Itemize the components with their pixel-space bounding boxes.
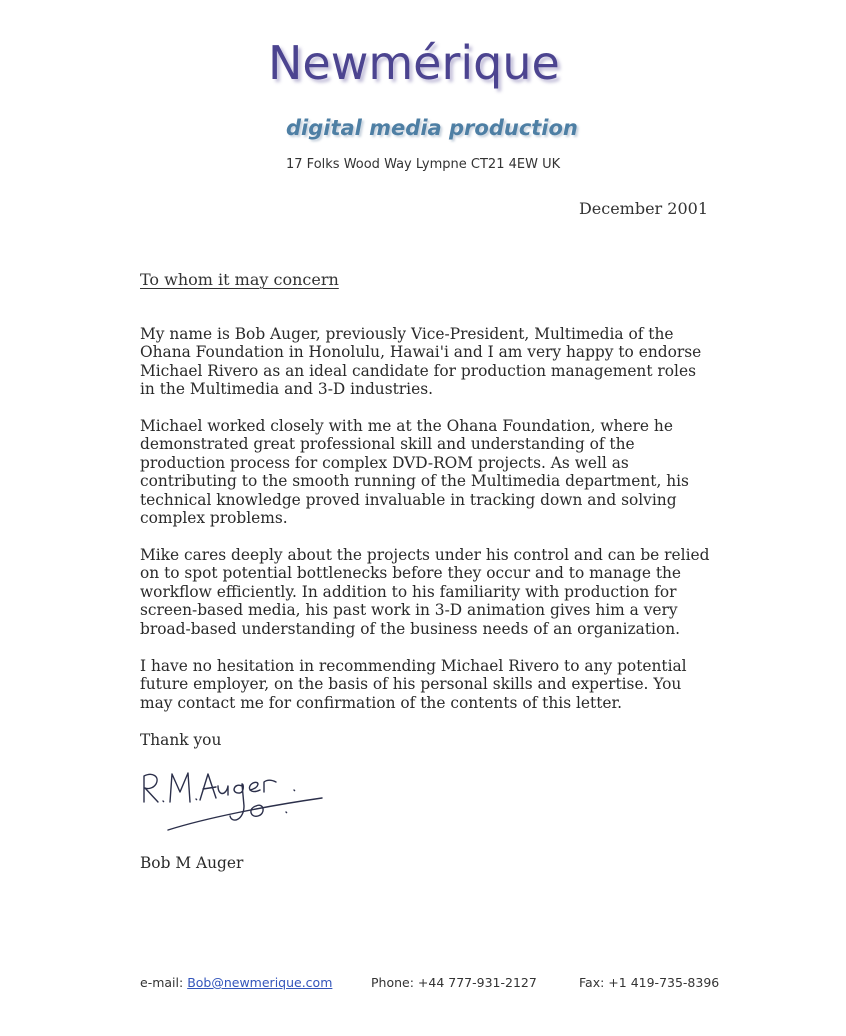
fax-number: +1 419-735-8396 <box>608 975 720 990</box>
letter-date: December 2001 <box>578 199 708 218</box>
company-logo-name: Newmérique <box>268 36 560 90</box>
letter-paragraph: Michael worked closely with me at the Ohana Foundation, where he demonstrated great professional skill and understanding of the production process for complex DVD-ROM projects. As well as contributing to the smooth running of the Multimedia department, his technical knowledge proved invaluable in tracking down and solving complex problems. <box>140 417 689 528</box>
letter-paragraph: Mike cares deeply about the projects under his control and can be relied on to spot potential bottlenecks before they occur and to manage the workflow efficiently. In addition to his familiarity with production for screen-based media, his past work in 3-D animation gives him a very broad-based understanding of the business needs of an organization. <box>140 546 710 638</box>
fax-label: Fax: <box>579 975 605 990</box>
letter-salutation: To whom it may concern <box>140 270 339 289</box>
email-link[interactable]: Bob@newmerique.com <box>187 975 333 990</box>
letter-paragraph: My name is Bob Auger, previously Vice-President, Multimedia of the Ohana Foundation in Honolulu, Hawai'i and I am very happy to endorse Michael Rivero as an ideal candidate for production management roles in the Multimedia and 3-D industries. <box>140 325 702 399</box>
phone-label: Phone: <box>371 975 414 990</box>
footer-fax <box>579 975 719 990</box>
letter-paragraph: I have no hesitation in recommending Michael Rivero to any potential future employer, on the basis of his personal skills and expertise. You may contact me for confirmation of the contents of this letter. <box>140 657 687 712</box>
footer-phone <box>371 975 537 990</box>
company-tagline: digital media production <box>286 116 578 140</box>
phone-number: +44 777-931-2127 <box>417 975 537 990</box>
handwritten-signature <box>136 762 336 837</box>
email-label: e-mail: <box>140 975 184 990</box>
signer-name: Bob M Auger <box>140 854 244 872</box>
company-address: 17 Folks Wood Way Lympne CT21 4EW UK <box>286 157 561 172</box>
letter-closing: Thank you <box>140 731 222 749</box>
footer-email <box>140 975 332 990</box>
